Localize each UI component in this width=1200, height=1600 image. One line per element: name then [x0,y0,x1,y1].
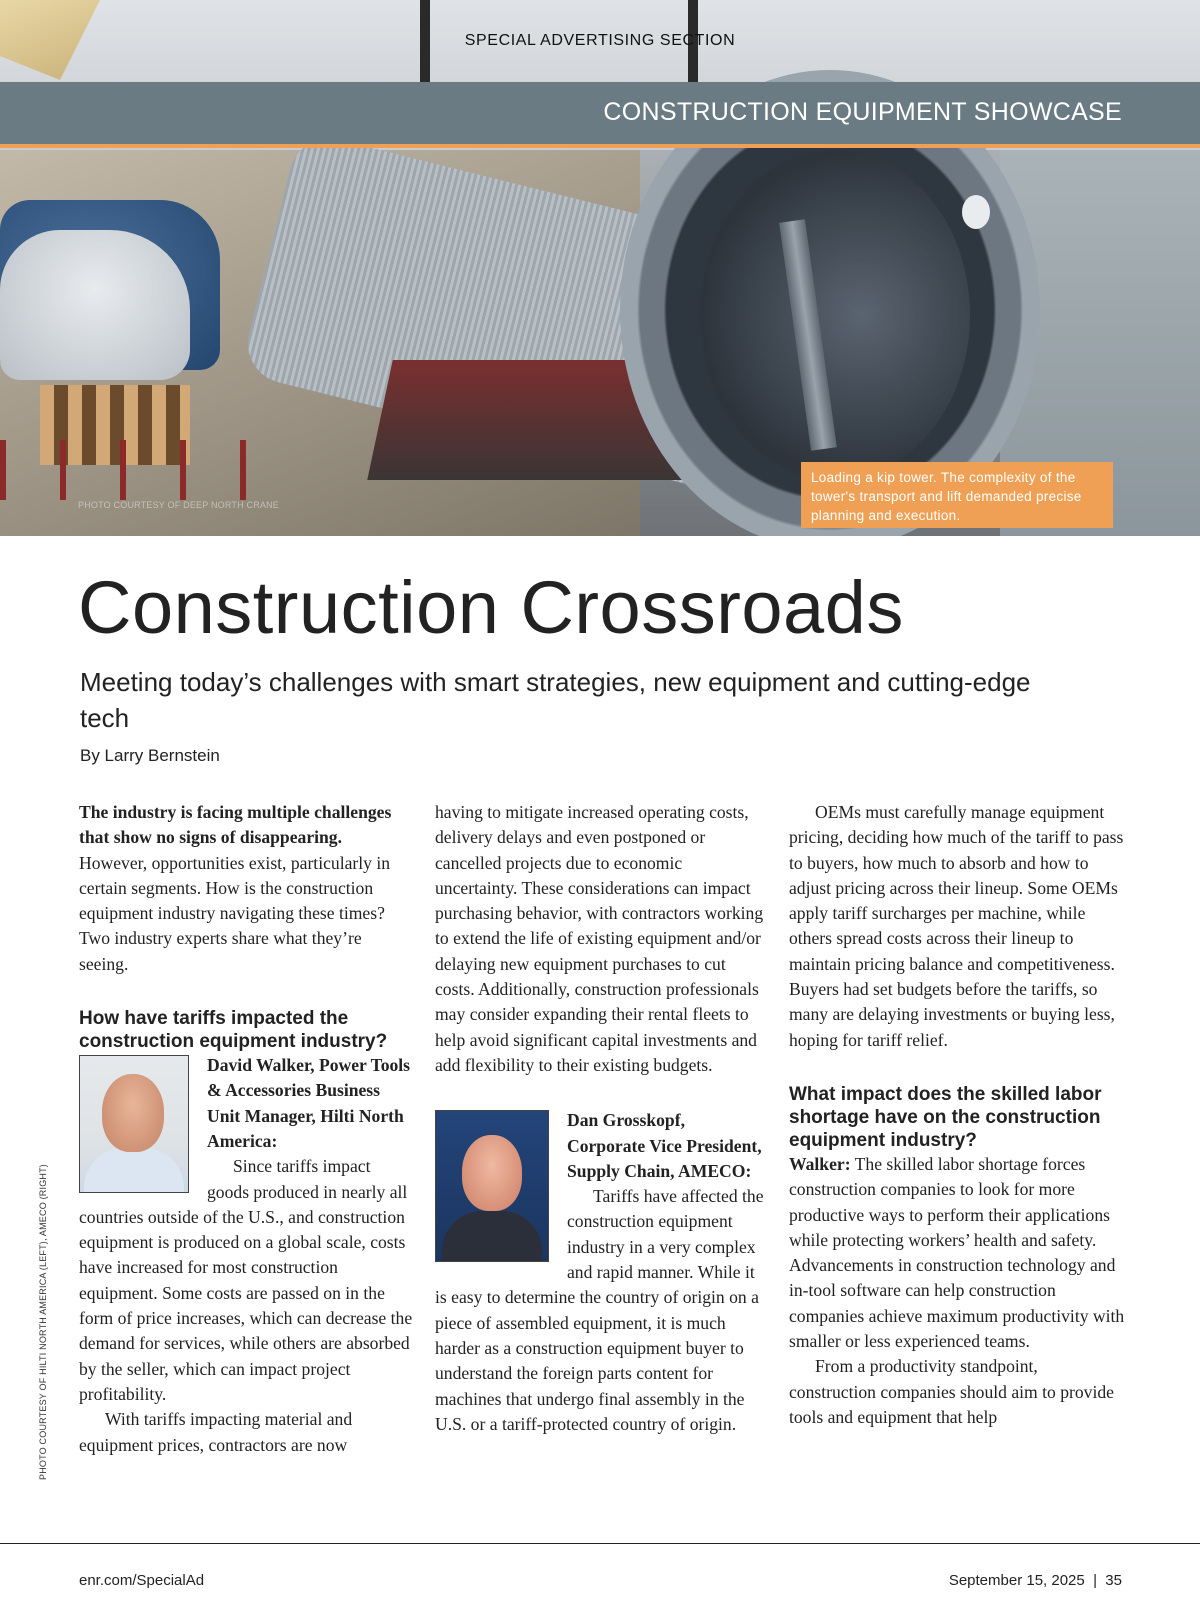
intro-text: However, opportunities exist, particularly in certain segments. How is the construction equipment industry navigating these times? Two industry experts share what they’re seeing. [79,852,391,974]
article-title: Construction Crossroads [78,566,904,649]
walker-labor-text: The skilled labor shortage forces construction companies to look for more productive ways to perform their applications while protecting workers’ health and safety. Advancements in construction technology and in-tool software can help construction companies achieve maximum productivity with smaller or less experienced teams. [789,1153,1125,1352]
spacer [435,1078,765,1108]
tower-port-hole [962,195,990,229]
deck-rail [0,440,280,500]
footer-date-page: September 15, 2025 | 35 [948,1572,1122,1589]
section-band [0,82,1200,148]
byline: By Larry Bernstein [80,746,220,765]
walker-labor-answer [789,1152,1125,1354]
intro-lead: The industry is facing multiple challenges that show no signs of disappearing. [79,802,392,848]
column-2 [435,800,765,1437]
special-advertising-label: SPECIAL ADVERTISING SECTION [464,32,736,49]
intro-paragraph [79,800,413,977]
section-title: CONSTRUCTION EQUIPMENT SHOWCASE [603,98,1122,126]
question-labor: What impact does the skilled labor shortage have on the construction equipment industry? [789,1083,1102,1151]
kip-tower-interior [700,150,970,480]
headshot-shirt [84,1148,184,1193]
walker-label: Walker: [789,1153,851,1174]
walker-name: David Walker, Power Tools & Accessories Business Unit Manager, Hilti North America: [207,1055,411,1151]
photo-caption: Loading a kip tower. The complexity of the tower's transport and lift demanded precise planning and execution. [801,462,1113,528]
column-3 [789,800,1125,1430]
grosskopf-headshot [435,1110,549,1262]
hero-photo [0,0,1200,536]
headshot-face [102,1074,164,1152]
productivity-paragraph: From a productivity standpoint, construction companies should aim to provide tools and equipment that help [789,1356,1114,1427]
hero-photo-credit: PHOTO COURTESY OF DEEP NORTH CRANE [78,500,280,510]
headshot-photo-credit: PHOTO COURTESY OF HILTI NORTH AMERICA (LEFT), AMECO (RIGHT) [38,1164,48,1480]
headshot-suit [442,1211,542,1262]
bulk-bags [0,230,190,380]
walker-answer-2-cont: having to mitigate increased operating costs, delivery delays and even postponed or cancelled projects due to economic uncertainty. These considerations can impact purchasing behavior, with contractors working to extend the life of existing equipment and/or delaying new equipment purchases to cut costs. Additionally, construction professionals may consider expanding their rental fleets to help avoid significant capital investments and add flexibility to their existing budgets. [435,802,764,1075]
walker-answer-2-start: With tariffs impacting material and equipment prices, contractors are now [79,1409,353,1455]
footer-rule [0,1543,1200,1544]
article-subtitle: Meeting today’s challenges with smart strategies, new equipment and cutting-edge tech [80,667,1031,733]
walker-headshot [79,1055,189,1193]
headshot-face [462,1135,522,1211]
column-1 [79,800,413,1458]
walker-answer-1: Since tariffs impact goods produced in nearly all countries outside of the U.S., and construction equipment is produced on a global scale, costs have increased for most construction equipment. Some costs are passed on in the form of price increases, which can decrease the demand for services, while others are absorbed by the seller, which can impact project profitability. [79,1156,413,1404]
grosskopf-name: Dan Grosskopf, Corporate Vice President, Supply Chain, AMECO: [567,1110,762,1181]
grosskopf-answer: Tariffs have affected the construction equipment industry in a very complex and rapid manner. While it is easy to determine the country of origin on a piece of assembled equipment, it is much harder as a construction equipment buyer to understand the foreign parts content for machines that undergo final assembly in the U.S. or a tariff-protected country of origin. [435,1186,764,1434]
footer-url[interactable]: enr.com/SpecialAd [79,1572,205,1589]
oem-paragraph: OEMs must carefully manage equipment pricing, deciding how much of the tariff to pass to buyers, how much to absorb and how to adjust pricing across their lineup. Some OEMs apply tariff surcharges per machine, while others spread costs across their lineup to maintain pricing balance and competitiveness. Buyers had set budgets before the tariffs, so many are delaying investments or buying less, hoping for tariff relief. [789,802,1124,1050]
question-tariffs: How have tariffs impacted the construction equipment industry? [79,1008,388,1053]
